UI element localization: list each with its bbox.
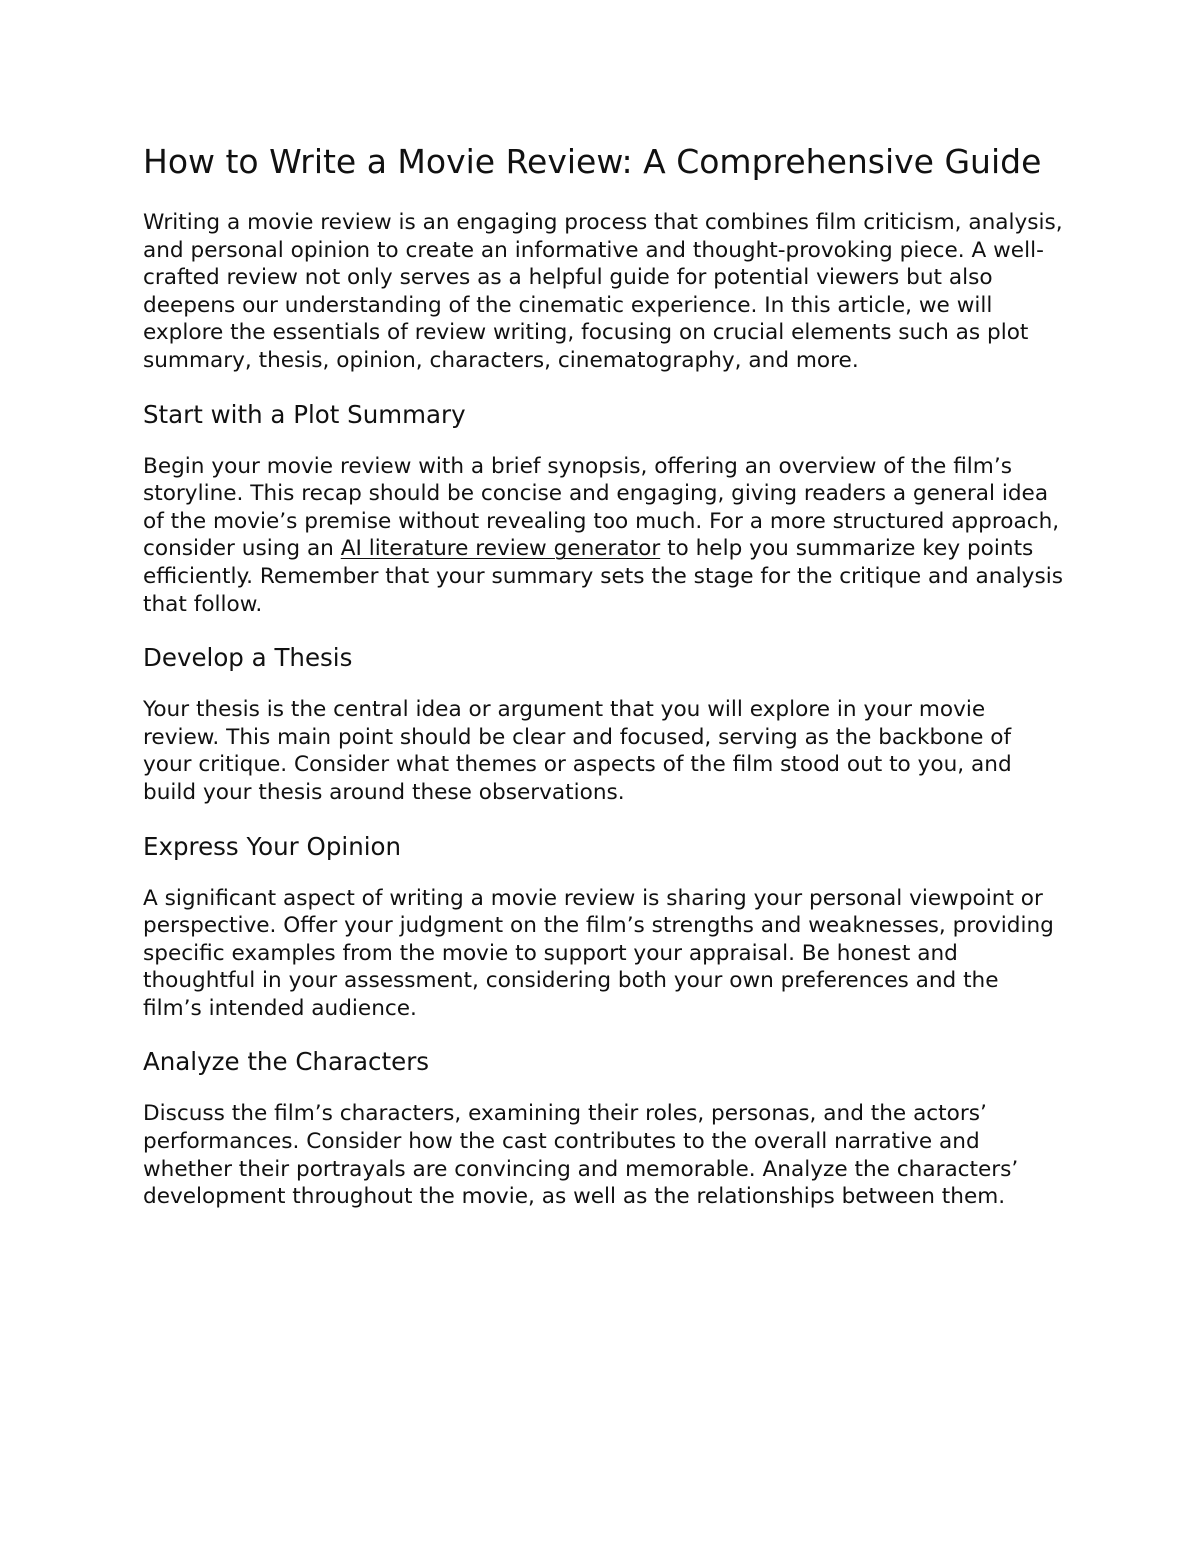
section-paragraph-opinion: A significant aspect of writing a movie review is sharing your personal viewpoint or perspective. Offer your judgment on the film’s strengths and weaknesses, providing specific examples from the movie to support your appraisal. Be honest and thoughtful in your assessment, considering both your own preferences and the film’s intended audience. [143,885,1054,1021]
document-page [143,141,1063,1235]
section-heading-opinion: Express Your Opinion [143,831,402,861]
ai-literature-review-generator-link[interactable]: AI literature review generator [340,536,661,562]
section-heading-plot-summary: Start with a Plot Summary [143,399,466,429]
section-heading-characters: Analyze the Characters [143,1047,430,1077]
section-heading-thesis: Develop a Thesis [143,643,353,673]
section-paragraph-plot-summary [143,453,1063,619]
section-paragraph-characters: Discuss the film’s characters, examining their roles, personas, and the actors’ performances. Consider how the cast contributes to the overall narrative and whether their portrayals are convincing and memorable. Analyze the characters’ development throughout the movie, as well as the relationships between them. [143,1101,1019,1210]
section-paragraph-thesis: Your thesis is the central idea or argument that you will explore in your movie review. This main point should be clear and focused, serving as the backbone of your critique. Consider what themes or aspects of the film stood out to you, and build your thesis around these observations. [143,697,1012,805]
document-title: How to Write a Movie Review: A Comprehensive Guide [143,142,1042,181]
intro-paragraph: Writing a movie review is an engaging process that combines film criticism, analysis, and personal opinion to create an informative and thought-provoking piece. A well-crafted review not only serves as a helpful guide for potential viewers but also deepens our understanding of the cinematic experience. In this article, we will explore the essentials of review writing, focusing on crucial elements such as plot summary, thesis, opinion, characters, cinematography, and more. [143,210,1063,373]
plot-summary-text-after-link: to help you summarize key points efficiently. Remember that your summary sets the stage for the critique and analysis that follow. [143,536,1063,617]
plot-summary-text-before-link: Begin your movie review with a brief synopsis, offering an overview of the film’s storyline. This recap should be concise and engaging, giving readers a general idea of the movie’s premise without revealing too much. For a more structured approach, consider using an [143,453,1060,562]
